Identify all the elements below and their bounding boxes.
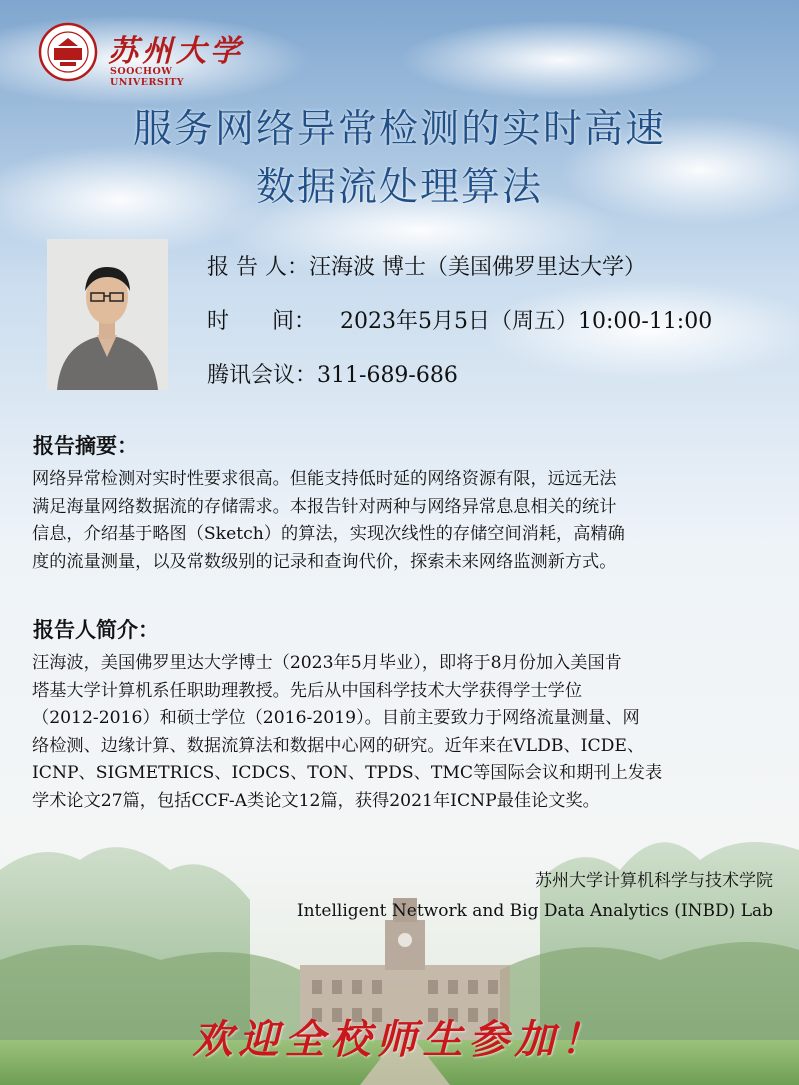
university-name-cn: 苏州大学 — [108, 34, 244, 69]
welcome-banner: 欢迎全校师生参加！ — [192, 1016, 607, 1063]
bio-heading: 报告人简介： — [33, 618, 159, 642]
time-row — [207, 308, 712, 336]
bio-text: 汪海波，美国佛罗里达大学博士（2023年5月毕业），即将于8月份加入美国肯 塔基大学计算机系任职助理教授。先后从中国科学技术大学获得学士学位 （2012-2016）和硕士学位（2016-2019）。目前主要致力于网络流量测量、网 络检测、边缘计算、数据流算法和数据中心网的研究。近年来在VLDB、ICDE、 ICNP、SIGMETRICS、ICDCS、TON、TPDS、TMC等国际会议和期刊上发表 学术论文27篇，包括CCF-A类论文12篇，获得2021年ICNP最佳论文奖。 — [32, 653, 663, 811]
lab-name: Intelligent Network and Big Data Analytics (INBD) Lab — [296, 901, 773, 921]
university-name-en: SOOCHOW UNIVERSITY — [110, 66, 185, 88]
time-label: 时 间： — [207, 309, 316, 334]
speaker-row — [207, 254, 646, 282]
abstract-heading: 报告摘要： — [33, 434, 138, 458]
speaker-value: 汪海波 博士（美国佛罗里达大学） — [309, 255, 646, 280]
talk-title-line-2: 数据流处理算法 — [255, 165, 543, 210]
meeting-row — [207, 362, 458, 390]
talk-title-line-1: 服务网络异常检测的实时高速 — [132, 107, 666, 152]
abstract-text: 网络异常检测对实时性要求很高。但能支持低时延的网络资源有限，远远无法 满足海量网络数据流的存储需求。本报告针对两种与网络异常息息相关的统计 信息，介绍基于略图（Sketch）的算法，实现次线性的存储空间消耗，高精确 度的流量测量，以及常数级别的记录和查询代价，探索未来网络监测新方式。 — [32, 469, 625, 572]
speaker-label: 报 告 人： — [207, 255, 309, 280]
meeting-id: 311-689-686 — [317, 363, 458, 388]
department-name: 苏州大学计算机科学与技术学院 — [535, 871, 773, 891]
time-value: 2023年5月5日（周五）10:00-11:00 — [340, 309, 713, 334]
university-seal-icon — [38, 22, 98, 82]
speaker-photo — [47, 239, 168, 390]
university-logo — [38, 22, 248, 88]
meeting-label: 腾讯会议： — [207, 363, 318, 388]
